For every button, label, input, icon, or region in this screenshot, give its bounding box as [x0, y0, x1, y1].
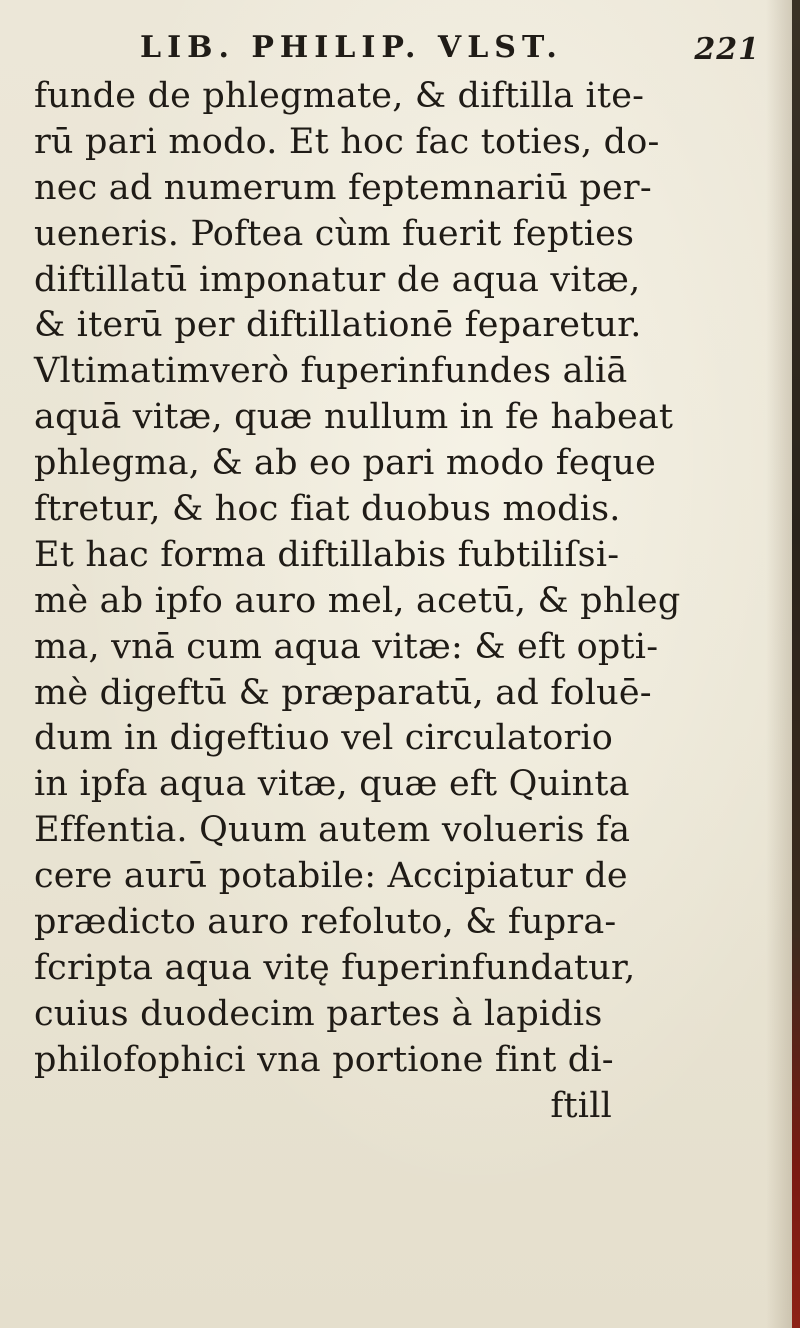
text-line: ma, vnā cum aqua vitæ: & eft opti-	[34, 626, 659, 667]
text-line: dum in digeftiuo vel circulatorio	[34, 718, 614, 759]
text-line: mè digeftū & præparatū, ad foluē-	[34, 672, 652, 713]
text-line: diftillatū imponatur de aqua vitæ,	[34, 259, 641, 300]
text-line: nec ad numerum feptemnariū per-	[34, 167, 652, 208]
text-line: ftretur, & hoc fiat duobus modis.	[34, 489, 621, 530]
running-head	[140, 30, 760, 70]
text-line: funde de phlegmate, & diftilla ite-	[34, 76, 645, 116]
text-line: Vltimatimverò fuperinfundes aliā	[34, 351, 628, 392]
binding-edge	[792, 0, 800, 1328]
text-line: & iterū per diftillationē feparetur.	[34, 305, 642, 346]
catchword: ftill	[550, 1085, 612, 1126]
text-line: Effentia. Quum autem volueris fa	[34, 810, 631, 851]
text-line: Et hac forma diftillabis fubtiliſsi-	[34, 534, 620, 575]
text-line: cuius duodecim partes à lapidis	[34, 993, 603, 1034]
text-line: in ipfa aqua vitæ, quæ eft Quinta	[34, 764, 630, 805]
text-block	[34, 74, 762, 1129]
text-line: aquā vitæ, quæ nullum in fe habeat	[34, 397, 674, 438]
gutter-shadow	[766, 0, 792, 1328]
text-line: cere aurū potabile: Accipiatur de	[34, 856, 628, 897]
running-title: LIB. PHILIP. VLST.	[140, 30, 563, 65]
text-line: mè ab ipfo auro mel, acetū, & phleg	[34, 580, 681, 621]
text-line: philofophici vna portione fint di-	[34, 1039, 614, 1080]
page-number: 221	[694, 32, 760, 67]
text-line: fcripta aqua vitę fuperinfundatur,	[34, 947, 636, 988]
text-line: phlegma, & ab eo pari modo feque	[34, 443, 657, 484]
text-line: prædicto auro refoluto, & fupra-	[34, 902, 617, 943]
text-line: ueneris. Poftea cùm fuerit fepties	[34, 213, 635, 254]
text-line: rū pari modo. Et hoc fac toties, do-	[34, 121, 660, 162]
